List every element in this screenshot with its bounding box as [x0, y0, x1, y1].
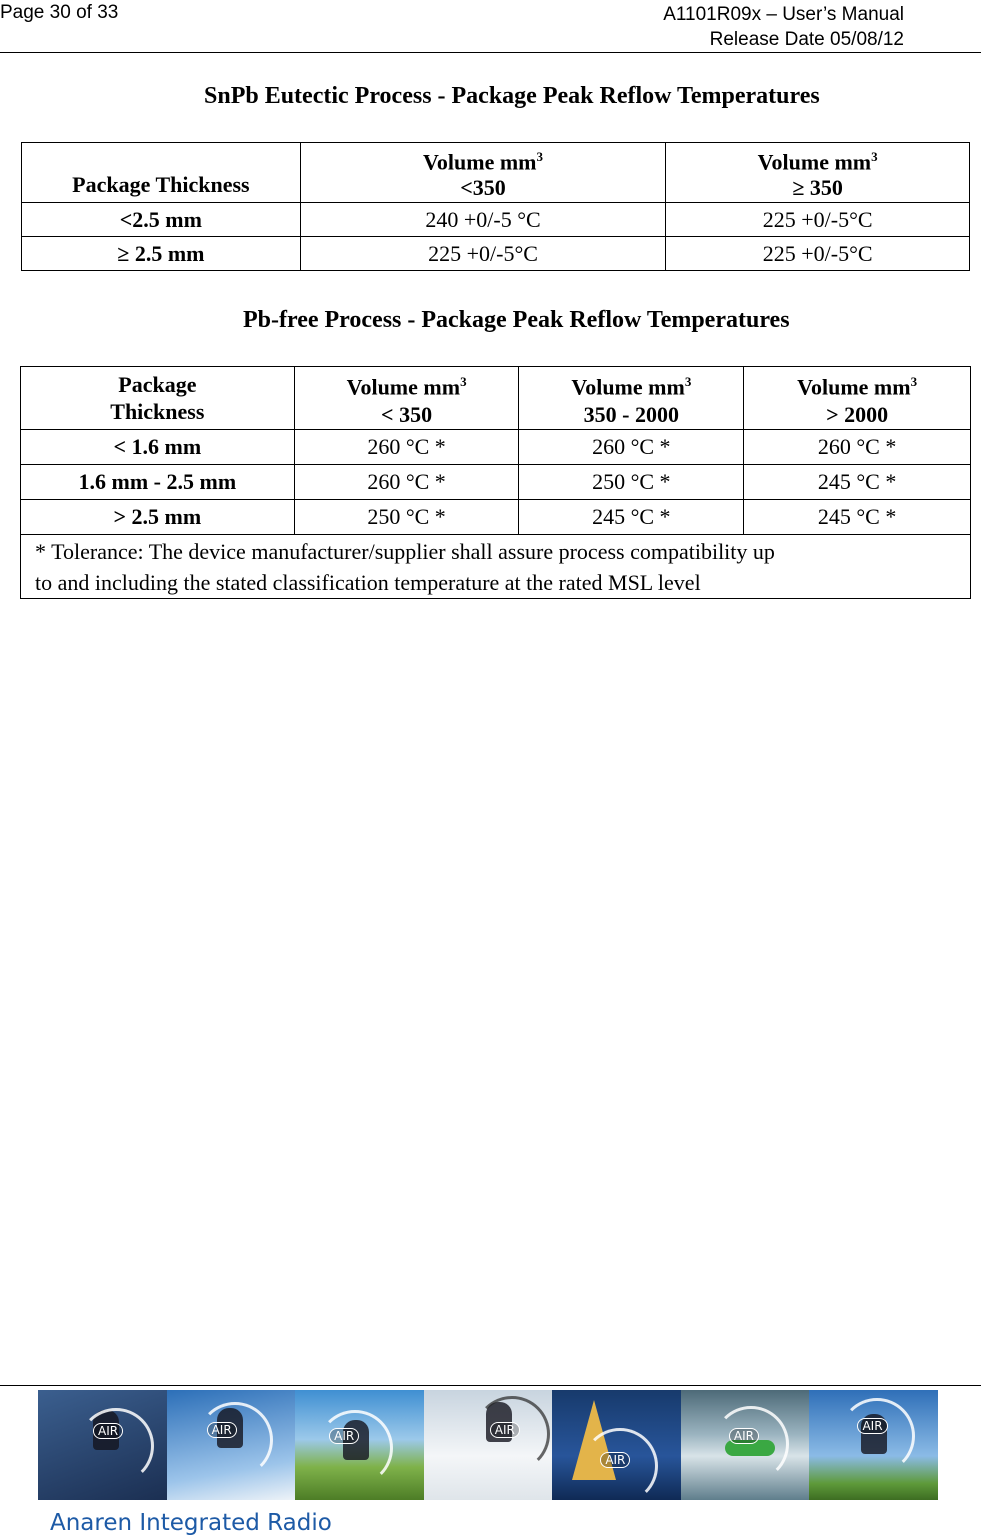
footer-divider	[0, 1385, 981, 1386]
header-volume-lt-350: Volume $mm^3$ < 350	[294, 367, 519, 430]
signal-waves-icon	[839, 1398, 915, 1474]
signal-waves-icon	[197, 1402, 273, 1478]
cell-temp: 245 °C *	[744, 500, 971, 535]
table-header-row	[21, 367, 971, 430]
brand-logo-text: Anaren Integrated Radio	[50, 1510, 332, 1536]
header-package-thickness: Package Thickness	[21, 367, 295, 430]
header-volume-350-2000: Volume $mm^3$ 350 - 2000	[519, 367, 744, 430]
cell-temp: 250 °C *	[294, 500, 519, 535]
row-thickness: 1.6 mm - 2.5 mm	[21, 465, 295, 500]
snpb-table-title: SnPb Eutectic Process - Package Peak Reflow Temperatures	[204, 83, 820, 109]
header-volume-ge-350: Volume $mm^3$ ≥ 350	[666, 143, 970, 203]
banner-panel-skier	[167, 1390, 296, 1500]
cell-temp: 240 +0/-5 °C	[300, 203, 666, 237]
manual-title: A1101R09x – User’s Manual	[663, 4, 904, 25]
header-divider	[0, 52, 981, 53]
air-badge: AIR	[490, 1422, 520, 1438]
signal-waves-icon	[78, 1408, 154, 1484]
table-note-row	[21, 535, 971, 599]
table-row	[21, 430, 971, 465]
banner-panel-jumper	[809, 1390, 938, 1500]
table-row	[22, 237, 970, 271]
snpb-reflow-table	[21, 142, 970, 271]
cell-temp: 260 °C *	[294, 430, 519, 465]
header-volume-gt-2000: Volume $mm^3$ > 2000	[744, 367, 971, 430]
cell-temp: 225 +0/-5°C	[666, 203, 970, 237]
row-thickness: <2.5 mm	[22, 203, 301, 237]
cell-temp: 245 °C *	[519, 500, 744, 535]
release-date: Release Date 05/08/12	[709, 29, 904, 50]
air-badge: AIR	[207, 1422, 237, 1438]
pbfree-table-title: Pb-free Process - Package Peak Reflow Temperatures	[243, 307, 790, 333]
row-thickness: ≥ 2.5 mm	[22, 237, 301, 271]
cell-temp: 260 °C *	[294, 465, 519, 500]
air-badge: AIR	[93, 1423, 123, 1439]
row-thickness: > 2.5 mm	[21, 500, 295, 535]
cell-temp: 260 °C *	[744, 430, 971, 465]
table-row	[21, 500, 971, 535]
pbfree-reflow-table	[20, 366, 971, 599]
banner-panel-cyclist	[295, 1390, 424, 1500]
document-info	[663, 2, 904, 52]
header-package-thickness: Package Thickness	[22, 143, 301, 203]
cell-temp: 250 °C *	[519, 465, 744, 500]
air-badge: AIR	[600, 1452, 630, 1468]
signal-waves-icon	[317, 1410, 393, 1486]
air-badge: AIR	[329, 1428, 359, 1444]
banner-panel-windsurfer	[552, 1390, 681, 1500]
signal-waves-icon	[713, 1406, 789, 1482]
header-volume-lt-350: Volume $mm^3$ <350	[300, 143, 666, 203]
tolerance-note: * Tolerance: The device manufacturer/supplier shall assure process compatibility up to and including the stated classification temperature at the rated MSL level	[21, 535, 971, 599]
cell-temp: 225 +0/-5°C	[666, 237, 970, 271]
cell-temp: 225 +0/-5°C	[300, 237, 666, 271]
footer-banner	[38, 1390, 938, 1500]
page-number: Page 30 of 33	[0, 2, 119, 23]
table-row	[21, 465, 971, 500]
banner-panel-kayaker	[681, 1390, 810, 1500]
cell-temp: 245 °C *	[744, 465, 971, 500]
cell-temp: 260 °C *	[519, 430, 744, 465]
row-thickness: < 1.6 mm	[21, 430, 295, 465]
banner-panel-snowboarder	[424, 1390, 553, 1500]
air-badge: AIR	[729, 1428, 759, 1444]
table-row	[22, 203, 970, 237]
air-badge: AIR	[857, 1418, 887, 1434]
banner-panel-skater	[38, 1390, 167, 1500]
table-header-row	[22, 143, 970, 203]
